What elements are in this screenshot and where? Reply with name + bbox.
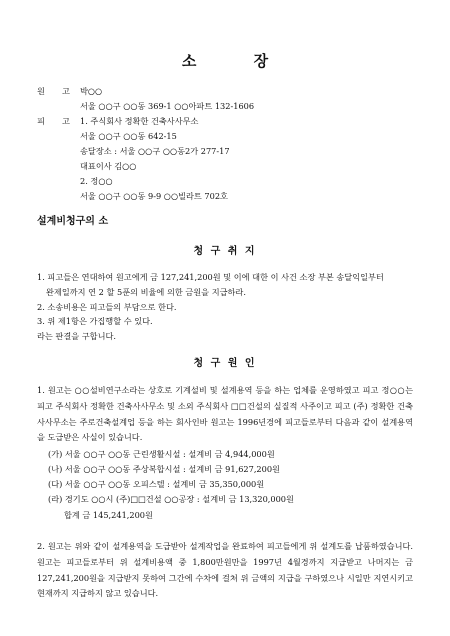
defendant-label-1: 피	[37, 116, 45, 126]
defendant-line: 서울 ○○구 ○○동 9-9 ○○빌라트 702호	[80, 191, 228, 201]
cause-list-item: (나) 서울 ○○구 ○○동 주상복합시설 : 설계비 금 91,627,200원	[48, 464, 280, 474]
claim-item: 완제일까지 연 2 할 5푼의 비율에 의한 금원을 지급하라.	[46, 287, 246, 297]
defendant-line: 서울 ○○구 ○○동 642-15	[80, 131, 177, 141]
plaintiff-address: 서울 ○○구 ○○동 369-1 ○○아파트 132-1606	[80, 101, 255, 111]
cause-paragraph-2: 2. 원고는 위와 같이 설계용역을 도급받아 설계작업을 완료하여 피고들에게 위 설계도를 납품하였습니다. 원고는 피고들로부터 위 설계비용액 중 1,800만원만을 1997년 4월경까지 지급받고 나머지는 금 127,241,200원을 지급받지 못하여 그간에 수차에 걸쳐 위 금액의 지급을 구하였으나 시일만 지연시키고 현재까지 지급하지 않고 있습니다.	[37, 541, 413, 599]
claim-section-title: 청 구 취 지	[193, 246, 257, 257]
claim-item: 3. 위 제1항은 가집행할 수 있다.	[37, 316, 153, 326]
cause-list-item: (다) 서울 ○○구 ○○동 오피스텔 : 설계비 금 35,350,000원	[48, 479, 265, 489]
case-title: 설계비청구의 소	[37, 216, 109, 227]
defendant-label-2: 고	[62, 116, 70, 126]
defendant-line: 1. 주식회사 정확한 건축사사무소	[80, 116, 199, 126]
plaintiff-name: 박○○	[80, 86, 103, 96]
plaintiff-label-2: 고	[62, 86, 70, 96]
plaintiff-label-1: 원	[37, 86, 45, 96]
claim-item: 1. 피고들은 연대하여 원고에게 금 127,241,200원 및 이에 대한 이 사건 소장 부본 송달익일부터	[37, 272, 384, 282]
claim-item: 라는 판결을 구합니다.	[37, 331, 116, 341]
cause-section-title: 청 구 원 인	[193, 358, 257, 369]
defendant-line: 2. 정○○	[80, 176, 113, 186]
cause-list-item: (라) 경기도 ○○시 (주)□□건설 ○○공장 : 설계비 금 13,320,000원	[48, 494, 294, 504]
cause-list-item: (가) 서울 ○○구 ○○동 근린생활시설 : 설계비 금 4,944,000원	[48, 449, 275, 459]
defendant-line: 대표이사 김○○	[80, 161, 137, 171]
defendant-line: 송달장소 : 서울 ○○구 ○○동2가 277-17	[80, 146, 230, 156]
cause-total: 합계 금 145,241,200원	[64, 510, 153, 520]
claim-item: 2. 소송비용은 피고들의 부담으로 한다.	[37, 302, 177, 312]
cause-paragraph-1: 1. 원고는 ○○설비연구소라는 상호로 기계설비 및 설계용역 등을 하는 업체를 운영하였고 피고 정○○는 피고 주식회사 정확한 건축사사무소 및 소외 주식회사 □□건설의 실질적 사주이고 피고 (주) 정확한 건축사사무소는 주로건축설계업 등을 하는 회사인바 원고는 1996년경에 피고들로부터 다음과 같이 설계용역을 도급받은 사실이 있습니다.	[37, 385, 413, 443]
document-title: 소 장	[181, 52, 295, 70]
